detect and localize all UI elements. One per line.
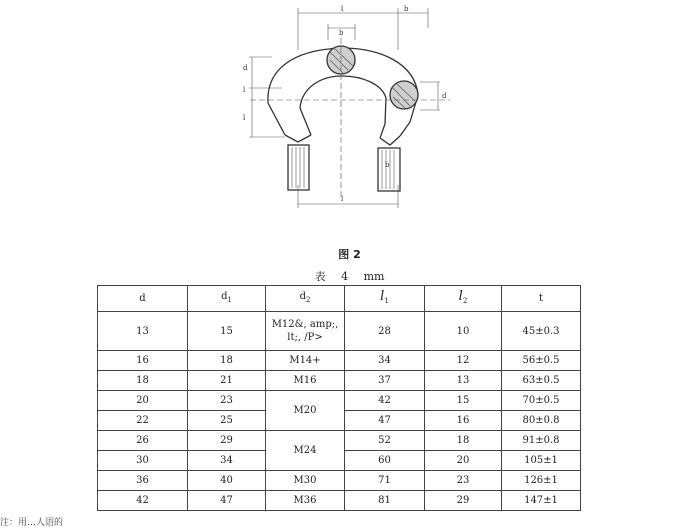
table-row: 16 18 M14+ 34 12 56±0.5 bbox=[98, 351, 581, 371]
table-caption-number: 4 bbox=[341, 270, 349, 283]
header-l1: $l_1$ bbox=[345, 286, 425, 312]
table-row: 30 34 60 20 105±1 bbox=[98, 451, 581, 471]
dim-l-top: l bbox=[341, 5, 344, 13]
table-row: 13 15 M12&, amp;, lt;, /P> 28 10 45±0.3 bbox=[98, 312, 581, 351]
left-cone bbox=[285, 135, 311, 142]
table-row: 22 25 47 16 80±0.8 bbox=[98, 411, 581, 431]
table-row: 26 29 M24 52 18 91±0.8 bbox=[98, 431, 581, 451]
dimension-table bbox=[97, 285, 581, 511]
u-bolt-left-leg bbox=[268, 103, 311, 135]
dim-b-thread: b bbox=[385, 161, 390, 169]
table-caption-unit: mm bbox=[363, 270, 385, 283]
header-d1: $d_1$ bbox=[188, 286, 266, 312]
header-t: t bbox=[502, 286, 581, 312]
table-row: 18 21 M16 37 13 63±0.5 bbox=[98, 371, 581, 391]
u-bolt-right-leg bbox=[380, 122, 410, 138]
figure-caption: 图 2 bbox=[338, 248, 361, 261]
table-row: 36 40 M30 71 23 126±1 bbox=[98, 471, 581, 491]
footnote: 注：用…人语的 bbox=[0, 518, 64, 528]
right-cone bbox=[380, 136, 400, 145]
header-d2: $d_2$ bbox=[266, 286, 345, 312]
table-row: 42 47 M36 81 29 147±1 bbox=[98, 491, 581, 511]
header-d: d bbox=[98, 286, 188, 312]
dim-d-right: d bbox=[442, 92, 447, 100]
dim-b-inner: b bbox=[339, 29, 344, 37]
dim-d1-left: d bbox=[243, 64, 248, 72]
left-thread bbox=[288, 145, 309, 190]
right-thread bbox=[378, 148, 400, 191]
table-header-row bbox=[98, 286, 581, 312]
dim-l-bottom: l bbox=[341, 195, 344, 203]
dim-l2-left: l bbox=[243, 114, 246, 122]
dim-b-top: b bbox=[404, 5, 409, 13]
dim-l1-left: l bbox=[243, 86, 246, 94]
u-bolt-drawing bbox=[235, 0, 450, 240]
table-caption bbox=[0, 268, 699, 284]
header-l2: $l_2$ bbox=[425, 286, 502, 312]
right-section bbox=[390, 81, 418, 109]
table-caption-label: 表 bbox=[314, 270, 326, 283]
table-row: 20 23 M20 42 15 70±0.5 bbox=[98, 391, 581, 411]
